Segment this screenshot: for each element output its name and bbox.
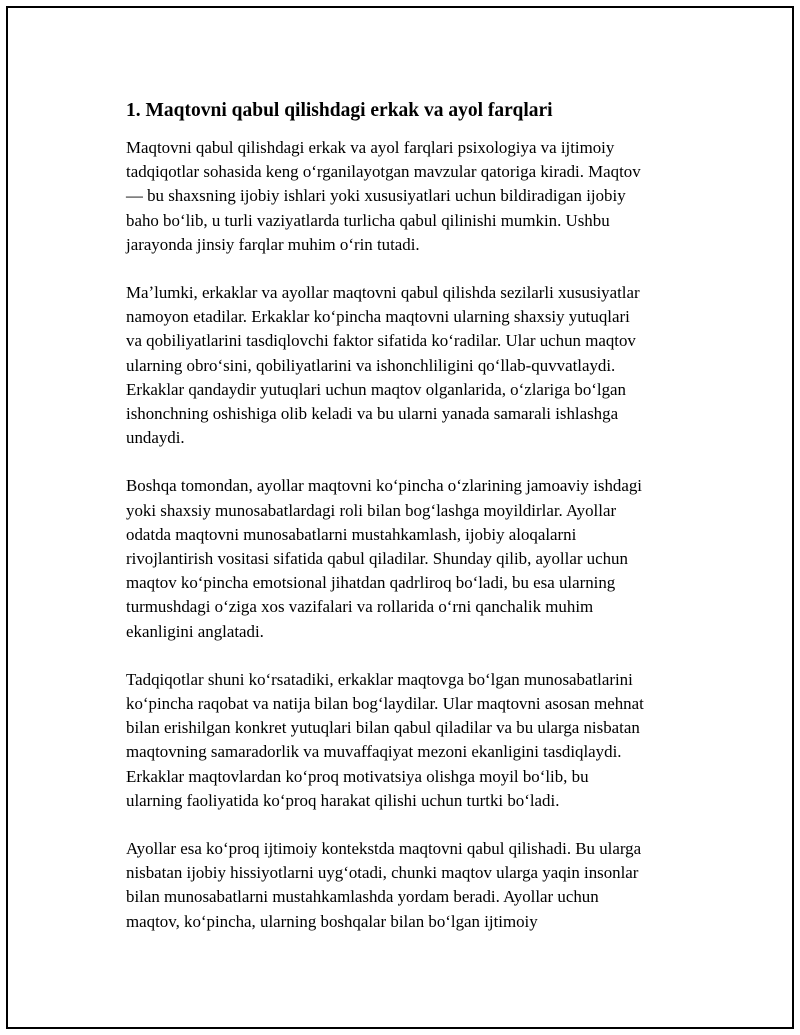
paragraph-line: ishonchning oshishiga olib keladi va bu ularni yanada samarali ishlashga bbox=[126, 404, 619, 424]
paragraph-line: — bu shaxsning ijobiy ishlari yoki xususiyatlari uchun bildiradigan ijobiy bbox=[126, 186, 626, 206]
paragraph-line: maqtov, koʻpincha, ularning boshqalar bilan boʻlgan ijtimoiy bbox=[126, 911, 538, 931]
paragraph-line: maqtovning samaradorlik va muvaffaqiyat mezoni ekanligini tasdiqlaydi. bbox=[126, 742, 622, 762]
paragraph-line: tadqiqotlar sohasida keng oʻrganilayotgan mavzular qatoriga kiradi. Maqtov bbox=[126, 162, 641, 182]
paragraph-line: namoyon etadilar. Erkaklar koʻpincha maqtovni ularning shaxsiy yutuqlari bbox=[126, 307, 630, 327]
paragraph-line: Erkaklar qandaydir yutuqlari uchun maqtov olganlarida, oʻzlariga boʻlgan bbox=[126, 379, 626, 399]
paragraph-line: bilan erishilgan konkret yutuqlari bilan qabul qiladilar va bu ularga nisbatan bbox=[126, 718, 640, 738]
paragraph-line: nisbatan ijobiy hissiyotlarni uygʻotadi, chunki maqtov ularga yaqin insonlar bbox=[126, 863, 639, 883]
paragraph-line: odatda maqtovni munosabatlarni mustahkamlash, ijobiy aloqalarni bbox=[126, 524, 577, 544]
paragraph-line: undaydi. bbox=[126, 428, 185, 448]
paragraph-4 bbox=[126, 668, 698, 813]
paragraph-line: Maʼlumki, erkaklar va ayollar maqtovni qabul qilishda sezilarli xususiyatlar bbox=[126, 283, 640, 303]
paragraph-line: Tadqiqotlar shuni koʻrsatadiki, erkaklar maqtovga boʻlgan munosabatlarini bbox=[126, 669, 633, 689]
paragraph-line: Ayollar esa koʻproq ijtimoiy kontekstda maqtovni qabul qilishadi. Bu ularga bbox=[126, 839, 642, 859]
paragraph-1 bbox=[126, 136, 698, 257]
paragraph-2 bbox=[126, 281, 698, 450]
paragraph-line: ularning obroʻsini, qobiliyatlarini va ishonchliligini qoʻllab-quvvatlaydi. bbox=[126, 355, 616, 375]
paragraph-line: ekanligini anglatadi. bbox=[126, 621, 264, 641]
paragraph-line: va qobiliyatlarini tasdiqlovchi faktor sifatida koʻradilar. Ular uchun maqtov bbox=[126, 331, 636, 351]
paragraph-line: baho boʻlib, u turli vaziyatlarda turlicha qabul qilinishi mumkin. Ushbu bbox=[126, 210, 610, 230]
paragraph-line: bilan munosabatlarni mustahkamlashda yordam beradi. Ayollar uchun bbox=[126, 887, 599, 907]
paragraph-line: Boshqa tomondan, ayollar maqtovni koʻpincha oʻzlarining jamoaviy ishdagi bbox=[126, 476, 642, 496]
paragraph-3 bbox=[126, 474, 698, 643]
paragraph-line: Maqtovni qabul qilishdagi erkak va ayol farqlari psixologiya va ijtimoiy bbox=[126, 138, 615, 157]
paragraph-line: yoki shaxsiy munosabatlardagi roli bilan bogʻlashga moyildirlar. Ayollar bbox=[126, 500, 617, 520]
section-heading: 1. Maqtovni qabul qilishdagi erkak va ayol farqlari bbox=[126, 100, 553, 121]
paragraph-line: ularning faoliyatida koʻproq harakat qilishi uchun turtki boʻladi. bbox=[126, 790, 560, 810]
paragraph-line: maqtov koʻpincha emotsional jihatdan qadrliroq boʻladi, bu esa ularning bbox=[126, 573, 616, 593]
paragraph-line: koʻpincha raqobat va natija bilan bogʻlaydilar. Ular maqtovni asosan mehnat bbox=[126, 694, 644, 714]
page-frame bbox=[6, 6, 794, 1029]
paragraph-5 bbox=[126, 837, 698, 934]
paragraph-line: rivojlantirish vositasi sifatida qabul qiladilar. Shunday qilib, ayollar uchun bbox=[126, 549, 628, 569]
paragraph-line: turmushdagi oʻziga xos vazifalari va rollarida oʻrni qanchalik muhim bbox=[126, 597, 594, 617]
paragraph-line: Erkaklar maqtovlardan koʻproq motivatsiya olishga moyil boʻlib, bu bbox=[126, 766, 589, 786]
paragraph-line: jarayonda jinsiy farqlar muhim oʻrin tutadi. bbox=[126, 234, 420, 254]
page-content bbox=[120, 98, 698, 958]
